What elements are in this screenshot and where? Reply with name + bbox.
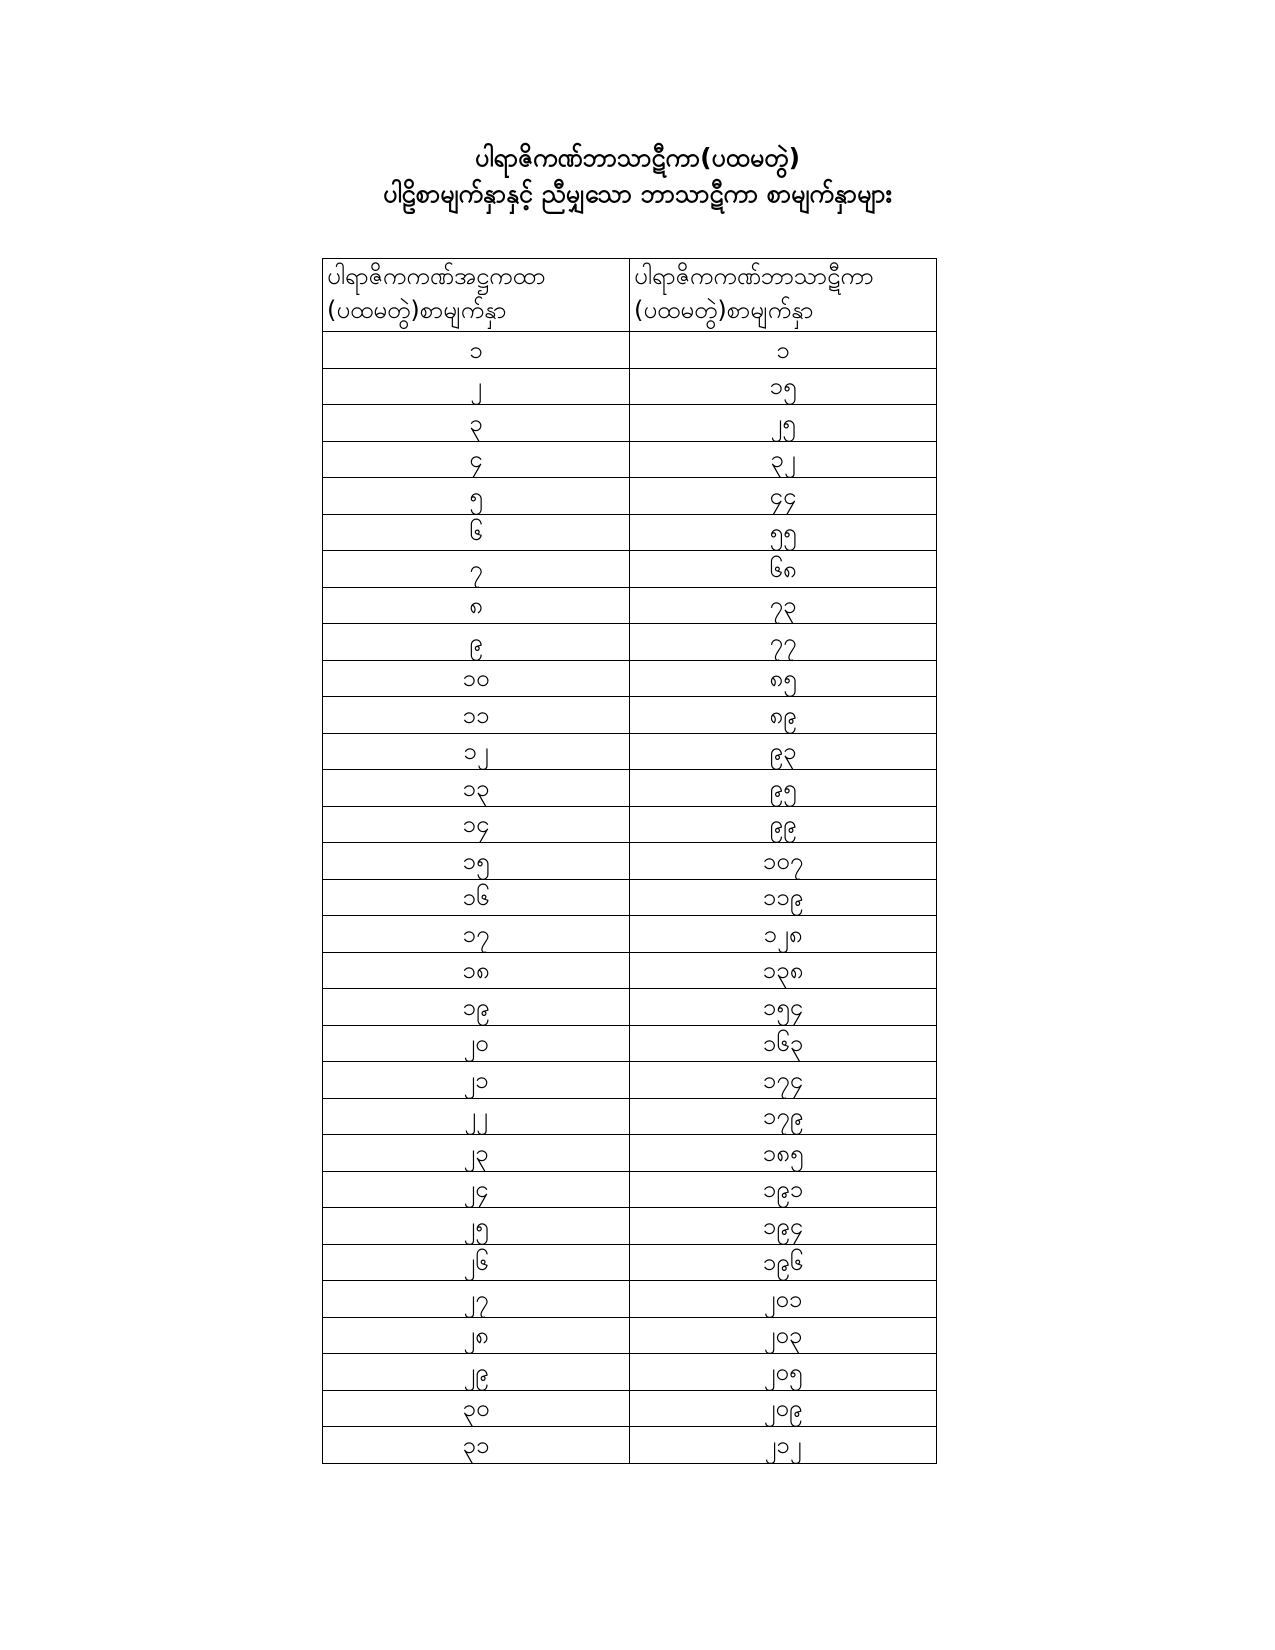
- table-row: [323, 879, 937, 916]
- cell-atthakatha-page: ၅: [323, 478, 630, 515]
- cell-tika-page: ၁၉၆: [630, 1244, 937, 1281]
- cell-tika-page: ၂၀၁: [630, 1281, 937, 1318]
- column-header-line: (ပထမတွဲ)စာမျက်နှာ: [634, 296, 814, 324]
- cell-tika-page: ၂၀၃: [630, 1317, 937, 1354]
- cell-tika-page: ၁: [630, 332, 937, 369]
- cell-tika-page: ၅၅: [630, 514, 937, 551]
- cell-tika-page: ၈၉: [630, 697, 937, 734]
- cell-atthakatha-page: ၁၃: [323, 770, 630, 807]
- cell-atthakatha-page: ၁: [323, 332, 630, 369]
- cell-atthakatha-page: ၄: [323, 441, 630, 478]
- cell-atthakatha-page: ၂၉: [323, 1354, 630, 1391]
- cell-atthakatha-page: ၇: [323, 551, 630, 588]
- cell-atthakatha-page: ၁၂: [323, 733, 630, 770]
- table-row: [323, 1208, 937, 1245]
- table-row: [323, 733, 937, 770]
- cell-tika-page: ၁၉၄: [630, 1208, 937, 1245]
- cell-tika-page: ၉၅: [630, 770, 937, 807]
- table-row: [323, 1390, 937, 1427]
- cell-atthakatha-page: ၃: [323, 405, 630, 442]
- table-row: [323, 478, 937, 515]
- cell-tika-page: ၄၄: [630, 478, 937, 515]
- cell-tika-page: ၁၇၉: [630, 1098, 937, 1135]
- cell-atthakatha-page: ၁၆: [323, 879, 630, 916]
- cell-tika-page: ၁၈၅: [630, 1135, 937, 1172]
- cell-tika-page: ၁၉၁: [630, 1171, 937, 1208]
- table-row: [323, 660, 937, 697]
- table-row: [323, 843, 937, 880]
- cell-tika-page: ၃၂: [630, 441, 937, 478]
- cell-tika-page: ၈၅: [630, 660, 937, 697]
- cell-tika-page: ၇၇: [630, 624, 937, 661]
- cell-tika-page: ၁၅: [630, 368, 937, 405]
- cell-tika-page: ၁၁၉: [630, 879, 937, 916]
- cell-tika-page: ၁၀၇: [630, 843, 937, 880]
- cell-atthakatha-page: ၂၆: [323, 1244, 630, 1281]
- cell-atthakatha-page: ၂၀: [323, 1025, 630, 1062]
- table-row: [323, 770, 937, 807]
- cell-tika-page: ၁၃၈: [630, 952, 937, 989]
- cell-tika-page: ၆၈: [630, 551, 937, 588]
- cell-atthakatha-page: ၁၇: [323, 916, 630, 953]
- page-correspondence-table: [322, 258, 937, 1464]
- cell-atthakatha-page: ၁၄: [323, 806, 630, 843]
- cell-tika-page: ၉၉: [630, 806, 937, 843]
- table-row: [323, 1281, 937, 1318]
- table-row: [323, 624, 937, 661]
- table-row: [323, 1098, 937, 1135]
- cell-atthakatha-page: ၃၀: [323, 1390, 630, 1427]
- cell-atthakatha-page: ၁၀: [323, 660, 630, 697]
- table-row: [323, 514, 937, 551]
- cell-tika-page: ၂၁၂: [630, 1427, 937, 1464]
- cell-atthakatha-page: ၁၅: [323, 843, 630, 880]
- table-row: [323, 405, 937, 442]
- table-row: [323, 332, 937, 369]
- table-row: [323, 697, 937, 734]
- cell-atthakatha-page: ၂၈: [323, 1317, 630, 1354]
- cell-tika-page: ၇၃: [630, 587, 937, 624]
- table-row: [323, 1317, 937, 1354]
- column-header-tika: [630, 259, 937, 332]
- cell-tika-page: ၁၅၄: [630, 989, 937, 1026]
- cell-atthakatha-page: ၂၇: [323, 1281, 630, 1318]
- cell-tika-page: ၉၃: [630, 733, 937, 770]
- table-row: [323, 806, 937, 843]
- table-row: [323, 1025, 937, 1062]
- column-header-line: ပါရာဇိကကဏ်ဘာသာဋီကာ: [634, 262, 874, 290]
- cell-atthakatha-page: ၉: [323, 624, 630, 661]
- cell-tika-page: ၂၅: [630, 405, 937, 442]
- cell-tika-page: ၁၂၈: [630, 916, 937, 953]
- table-row: [323, 1135, 937, 1172]
- cell-atthakatha-page: ၂၄: [323, 1171, 630, 1208]
- document-title: [0, 140, 1275, 212]
- table-row: [323, 1171, 937, 1208]
- cell-atthakatha-page: ၂: [323, 368, 630, 405]
- table-row: [323, 1062, 937, 1099]
- cell-tika-page: ၁၇၄: [630, 1062, 937, 1099]
- cell-atthakatha-page: ၂၁: [323, 1062, 630, 1099]
- column-header-atthakatha: [323, 259, 630, 332]
- column-header-line: ပါရာဇိကကဏ်အဋ္ဌကထာ: [327, 262, 546, 290]
- table-row: [323, 1354, 937, 1391]
- table-header-row: [323, 259, 937, 332]
- table-row: [323, 368, 937, 405]
- table-row: [323, 989, 937, 1026]
- table-row: [323, 1244, 937, 1281]
- cell-atthakatha-page: ၈: [323, 587, 630, 624]
- cell-tika-page: ၂၀၅: [630, 1354, 937, 1391]
- table-row: [323, 1427, 937, 1464]
- table-row: [323, 441, 937, 478]
- table-row: [323, 587, 937, 624]
- table-row: [323, 952, 937, 989]
- title-line-2: ပါဠိစာမျက်နှာနှင့် ညီမျှသော ဘာသာဋီကာ စာမျက်နှာများ: [383, 179, 892, 208]
- table-row: [323, 551, 937, 588]
- cell-atthakatha-page: ၂၂: [323, 1098, 630, 1135]
- cell-atthakatha-page: ၂၃: [323, 1135, 630, 1172]
- cell-atthakatha-page: ၁၁: [323, 697, 630, 734]
- cell-atthakatha-page: ၁၈: [323, 952, 630, 989]
- cell-atthakatha-page: ၃၁: [323, 1427, 630, 1464]
- cell-atthakatha-page: ၁၉: [323, 989, 630, 1026]
- title-line-1: ပါရာဇိကဏ်ဘာသာဋီကာ(ပထမတွဲ): [474, 143, 801, 172]
- cell-atthakatha-page: ၆: [323, 514, 630, 551]
- column-header-line: (ပထမတွဲ)စာမျက်နှာ: [327, 296, 507, 324]
- table-row: [323, 916, 937, 953]
- cell-tika-page: ၂၀၉: [630, 1390, 937, 1427]
- cell-tika-page: ၁၆၃: [630, 1025, 937, 1062]
- cell-atthakatha-page: ၂၅: [323, 1208, 630, 1245]
- table-body: [323, 332, 937, 1464]
